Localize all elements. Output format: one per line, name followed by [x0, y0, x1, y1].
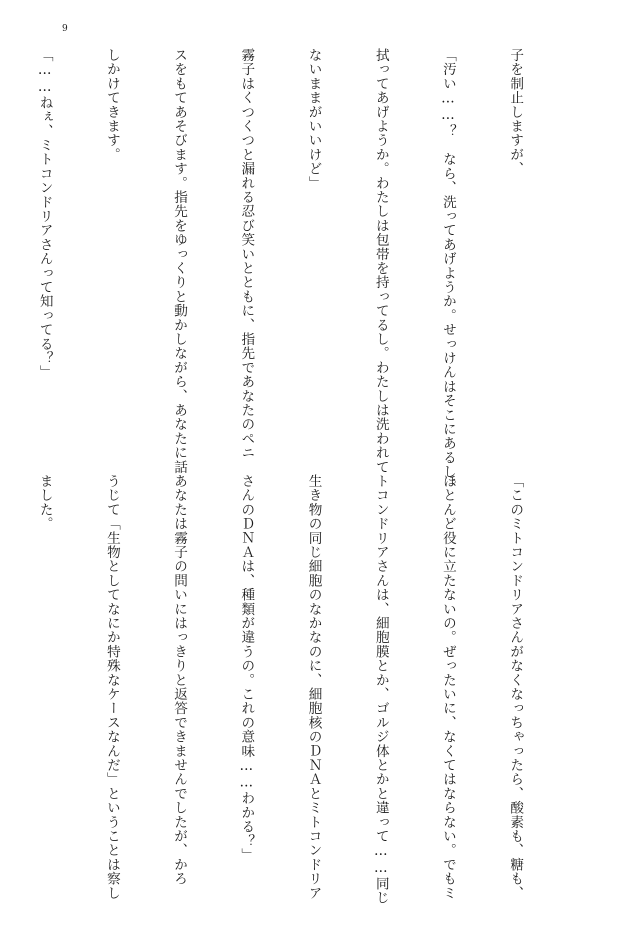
text-line: 子を制止しますが、: [507, 48, 524, 176]
text-line: ないままがいいけど」: [305, 48, 322, 190]
text-line: 「このミトコンドリアさんがなくなっちゃったら、酸素も、糖も、: [507, 474, 524, 900]
text-line: 「汚い……？ なら、洗ってあげようか。せっけんはそこにあるし。: [439, 48, 456, 493]
text-line: 生き物の同じ細胞のなかなのに、細胞核のＤＮＡとミトコンドリア: [305, 474, 322, 900]
text-line: うじて「生物としてなにか特殊なケースなんだ」ということは察し: [103, 474, 120, 900]
upper-text-block: [36, 48, 571, 493]
text-line: さんのＤＮＡは、種類が違うの。これの意味……わかる？」: [238, 474, 255, 863]
text-line: 「……ねぇ、ミトコンドリアさんって知ってる？」: [36, 48, 53, 380]
text-line: ほとんど役に立たないの。ぜったいに、なくてはならない。でもミ: [439, 474, 456, 900]
text-line: ました。: [36, 474, 53, 531]
text-line: スをもてあそびます。指先をゆっくりと動かしながら、あなたに話: [171, 48, 188, 474]
text-line: 霧子はくつくつと漏れる忍び笑いとともに、指先であなたのペニ: [238, 48, 255, 460]
text-line: しかけてきます。: [103, 48, 120, 162]
page-number: 9: [62, 24, 68, 34]
text-line: 拭ってあげようか。わたしは包帯を持ってるし。わたしは洗われて: [372, 48, 389, 474]
lower-text-block: [36, 474, 571, 905]
text-line: あなたは霧子の問いにはっきりと返答できませんでしたが、かろ: [171, 474, 188, 886]
text-line: トコンドリアさんは、細胞膜とか、ゴルジ体とかと違って……同じ: [372, 474, 389, 905]
